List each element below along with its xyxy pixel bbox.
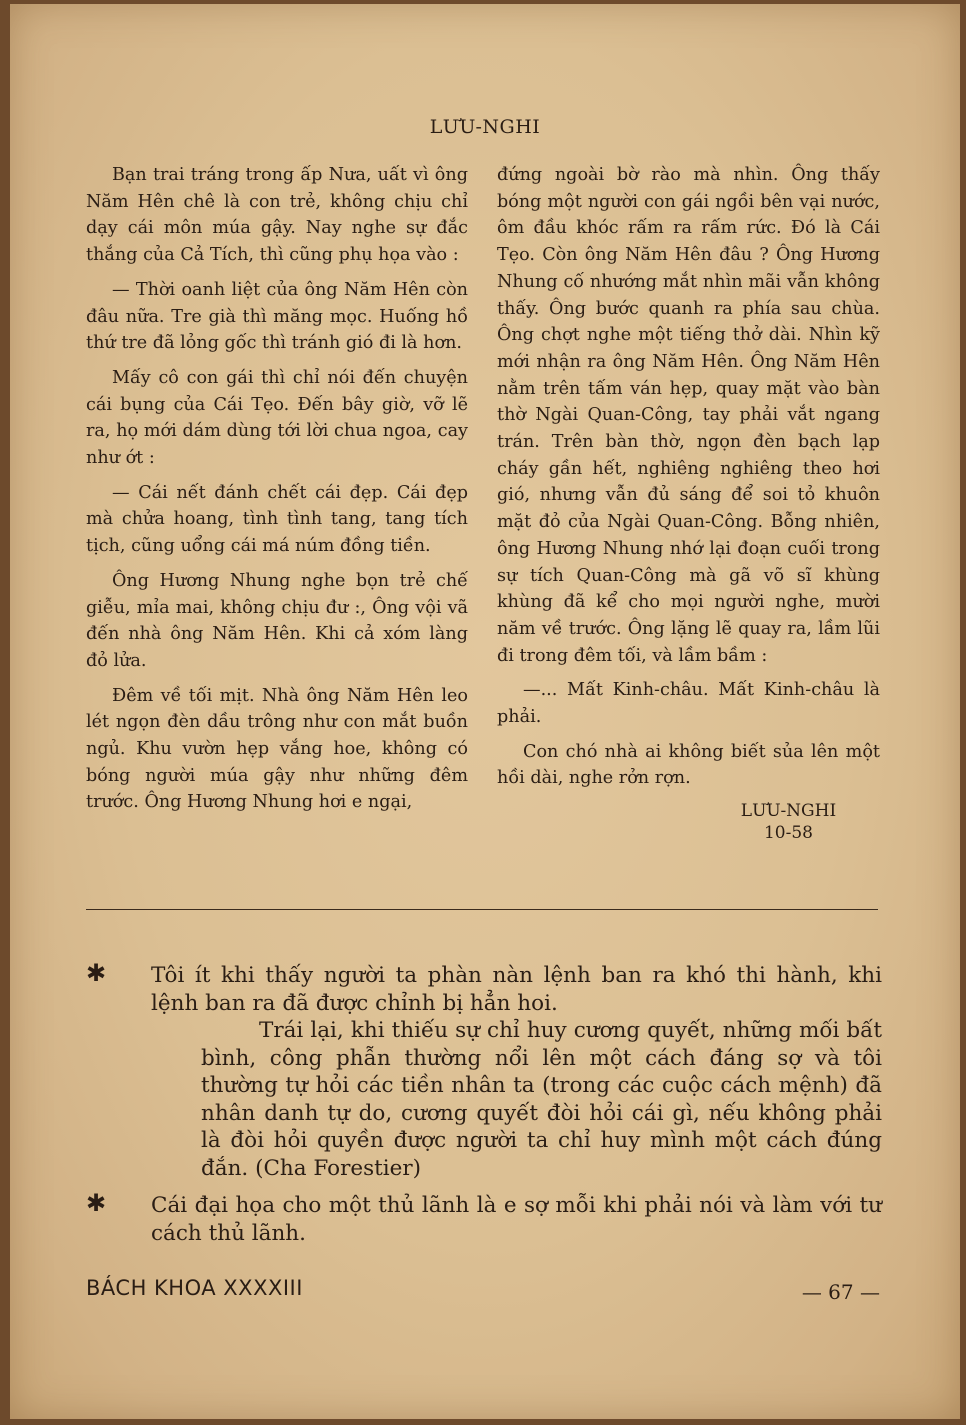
paragraph: Đêm về tối mịt. Nhà ông Năm Hên leo lét ngọn đèn dầu trông như con mắt buồn ngủ. Khu vườn hẹp vắng hoe, không có bóng người múa gậy như những đêm trước. Ông Hương Nhung hơi e ngại, — [86, 685, 468, 813]
paragraph: Con chó nhà ai không biết sủa lên một hồi dài, nghe rởn rợn. — [497, 741, 880, 789]
signature-name: LƯU-NGHI — [740, 801, 837, 822]
quotes-section — [86, 959, 882, 1257]
quote-block — [86, 959, 882, 1182]
quote-text: Trái lại, khi thiếu sự chỉ huy cương quyết, những mối bất bình, công phẫn thường nổi lên một cách đáng sợ và tôi thường tự hỏi các tiền nhân ta (trong các cuộc cách mệnh) đã nhân danh tự do, cương quyết đòi hỏi cái gì, nếu không phải là đòi hỏi quyền được người ta chỉ huy mình một cách đúng đắn. (Cha Forestier) — [201, 1018, 882, 1181]
quote-block — [86, 1189, 882, 1247]
magazine-page — [10, 4, 960, 1419]
paragraph: Mấy cô con gái thì chỉ nói đến chuyện cái bụng của Cái Tẹo. Đến bây giờ, vỡ lẽ ra, họ mới dám dùng tới lời chua ngoa, cay như ớt : — [86, 367, 468, 469]
paragraph: đứng ngoài bờ rào mà nhìn. Ông thấy bóng một người con gái ngồi bên vại nước, ôm đầu khóc rấm ra rấm rức. Đó là Cái Tẹo. Còn ông Năm Hên đâu ? Ông Hương Nhung cố nhướng mắt nhìn mãi vẫn không thấy. Ông bước quanh ra phía sau chùa. Ông chợt nghe một tiếng thở dài. Nhìn kỹ mới nhận ra ông Năm Hên. Ông Năm Hên nằm trên tấm ván hẹp, quay mặt vào bàn thờ Ngài Quan-Công, tay phải vắt ngang trán. Trên bàn thờ, ngọn đèn bạch lạp cháy gần hết, nghiêng nghiêng theo hơi gió, nhưng vẫn đủ sáng để soi tỏ khuôn mặt đỏ của Ngài Quan-Công. Bỗng nhiên, ông Hương Nhung nhớ lại đoạn cuối trong sự tích Quan-Công mà gã võ sĩ khùng khùng đã kể cho mọi người nghe, mười năm về trước. Ông lặng lẽ quay ra, lầm lũi đi trong đêm tối, và lầm bầm : — [497, 165, 880, 666]
asterisk-icon: ✱ — [86, 959, 107, 987]
quote-text: Cái đại họa cho một thủ lãnh là e sợ mỗi khi phải nói và làm với tư cách thủ lãnh. — [151, 1193, 882, 1246]
paragraph: Bạn trai tráng trong ấp Nưa, uất vì ông Năm Hên chê là con trẻ, không chịu chỉ dạy cái môn múa gậy. Nay nghe sự đắc thắng của Cả Tích, thì cũng phụ họa vào : — [86, 165, 468, 266]
paragraph: —... Mất Kinh-châu. Mất Kinh-châu là phải. — [497, 680, 880, 728]
right-column — [497, 162, 880, 844]
divider-rule — [86, 909, 878, 910]
signature-date: 10-58 — [763, 823, 813, 844]
paragraph: — Cái nết đánh chết cái đẹp. Cái đẹp mà chửa hoang, tình tình tang, tang tích tịch, cũng uổng cái má núm đồng tiền. — [86, 482, 468, 557]
asterisk-icon: ✱ — [86, 1189, 107, 1217]
page-header-author: LƯU-NGHI — [429, 116, 541, 138]
paragraph: — Thời oanh liệt của ông Năm Hên còn đâu nữa. Tre già thì măng mọc. Huống hồ thứ tre đã lỏng gốc thì tránh gió đi là hơn. — [86, 279, 468, 354]
left-column — [86, 162, 468, 824]
paragraph: Ông Hương Nhung nghe bọn trẻ chế giễu, mỉa mai, không chịu đư :, Ông vội vã đến nhà ông Năm Hên. Khi cả xóm làng đỏ lửa. — [86, 570, 468, 671]
page-number: — 67 — — [801, 1280, 880, 1304]
quote-text: Tôi ít khi thấy người ta phàn nàn lệnh ban ra khó thi hành, khi lệnh ban ra đã được chỉnh bị hẳn hoi. — [151, 963, 882, 1016]
magazine-title: BÁCH KHOA XXXXIII — [86, 1276, 303, 1300]
